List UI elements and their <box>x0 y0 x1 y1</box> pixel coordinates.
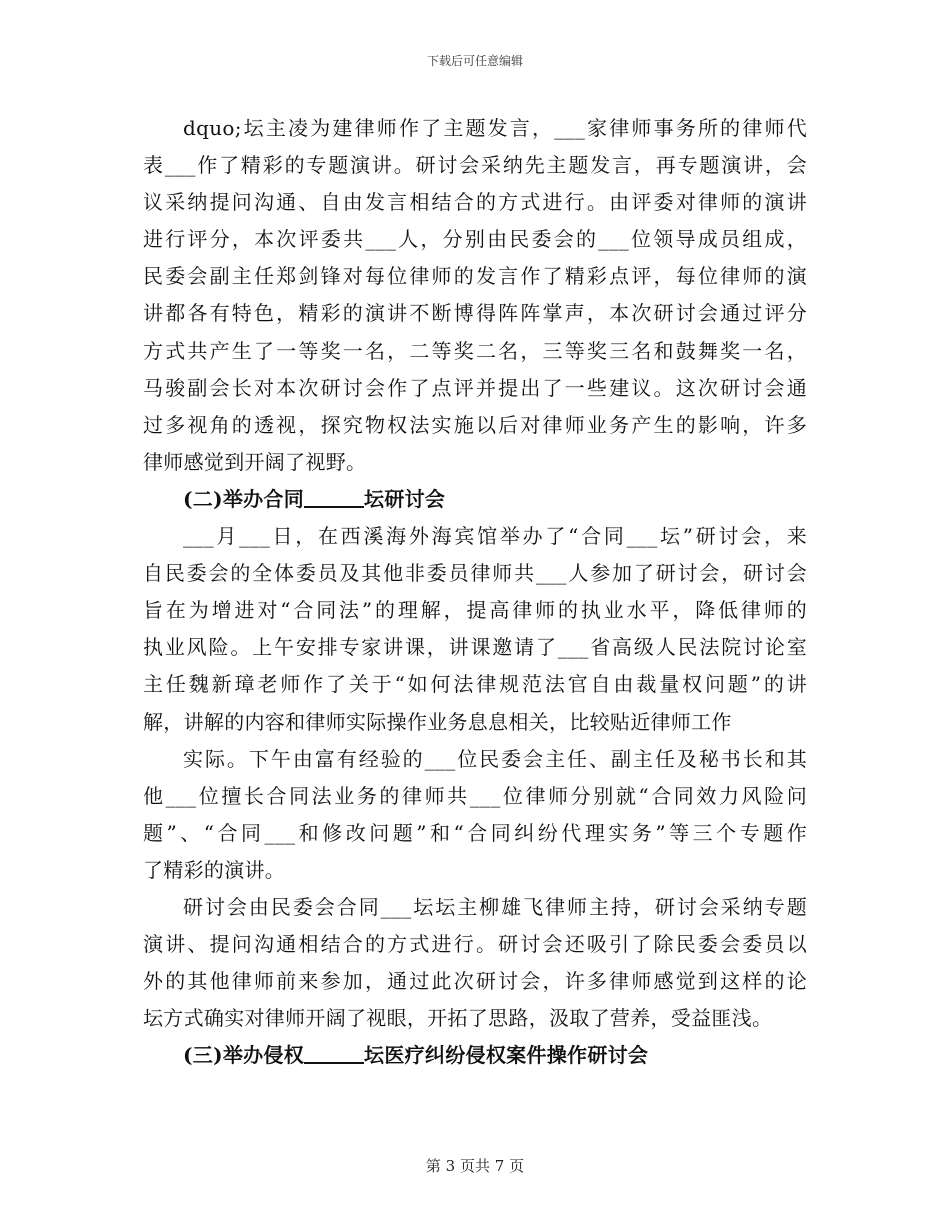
text-line: 外的其他律师前来参加，通过此次研讨会，许多律师感觉到这样的论 <box>143 969 807 994</box>
text-line: 主任魏新璋老师作了关于“如何法律规范法官自由裁量权问题”的讲 <box>143 672 807 697</box>
section-one-tail-paragraph <box>143 110 807 481</box>
page-footer: 第 3 页共 7 页 <box>425 1157 525 1175</box>
text-line: 题”、“合同___和修改问题”和“合同纠纷代理实务”等三个专题作 <box>143 820 807 845</box>
text-line: 实际。下午由富有经验的___位民委会主任、副主任及秘书长和其 <box>183 746 807 771</box>
text-line: ___月___日，在西溪海外海宾馆举办了“合同___坛”研讨会，来 <box>183 524 807 549</box>
text-line: 进行评分，本次评委共___人，分别由民委会的___位领导成员组成， <box>143 227 807 252</box>
section-three-heading <box>143 1037 807 1074</box>
section-two-heading <box>143 481 807 518</box>
text-line: 研讨会由民委会合同___坛坛主柳雄飞律师主持，研讨会采纳专题 <box>183 894 807 919</box>
text-line: 旨在为增进对“合同法”的理解，提高律师的执业水平，降低律师的 <box>143 598 807 623</box>
text-line: 方式共产生了一等奖一名，二等奖二名，三等奖三名和鼓舞奖一名， <box>143 338 807 363</box>
section-two-paragraph-1 <box>143 518 807 741</box>
heading-blank <box>304 486 364 508</box>
text-line: dquo;坛主凌为建律师作了主题发言，___家律师事务所的律师代 <box>183 116 807 140</box>
section-two-paragraph-2 <box>143 741 807 889</box>
text-line: 自民委会的全体委员及其他非委员律师共___人参加了研讨会，研讨会 <box>143 561 807 586</box>
heading-suffix: 坛研讨会 <box>364 486 446 511</box>
text-line: 马骏副会长对本次研讨会作了点评并提出了一些建议。这次研讨会通 <box>143 375 807 400</box>
text-line: 坛方式确实对律师开阔了视眼，开拓了思路，汲取了营养，受益匪浅。 <box>143 1006 773 1031</box>
text-line: 议采纳提问沟通、自由发言相结合的方式进行。由评委对律师的演讲 <box>143 190 807 215</box>
text-line: 民委会副主任郑剑锋对每位律师的发言作了精彩点评，每位律师的演 <box>143 264 807 289</box>
text-line: 了精彩的演讲。 <box>143 857 286 882</box>
text-line: 执业风险。上午安排专家讲课，讲课邀请了___省高级人民法院讨论室 <box>143 635 807 660</box>
text-line: 讲都各有特色，精彩的演讲不断博得阵阵掌声，本次研讨会通过评分 <box>143 301 807 326</box>
heading-prefix: (二)举办合同 <box>183 486 305 511</box>
page-header: 下载后可任意编辑 <box>426 54 523 68</box>
text-line: 演讲、提问沟通相结合的方式进行。研讨会还吸引了除民委会委员以 <box>143 932 807 957</box>
text-line: 表___作了精彩的专题演讲。研讨会采纳先主题发言，再专题演讲，会 <box>143 153 807 178</box>
text-line: 解，讲解的内容和律师实际操作业务息息相关，比较贴近律师工作 <box>143 709 732 734</box>
section-two-paragraph-3 <box>143 889 807 1037</box>
heading-blank <box>304 1042 364 1064</box>
heading-prefix: (三)举办侵权 <box>183 1043 305 1068</box>
heading-suffix: 坛医疗纠纷侵权案件操作研讨会 <box>364 1043 649 1068</box>
text-line: 过多视角的透视，探究物权法实施以后对律师业务产生的影响，许多 <box>143 412 807 437</box>
text-line: 他___位擅长合同法业务的律师共___位律师分别就“合同效力风险问 <box>143 783 807 808</box>
text-line: 律师感觉到开阔了视野。 <box>143 449 367 474</box>
document-body <box>143 110 807 1074</box>
